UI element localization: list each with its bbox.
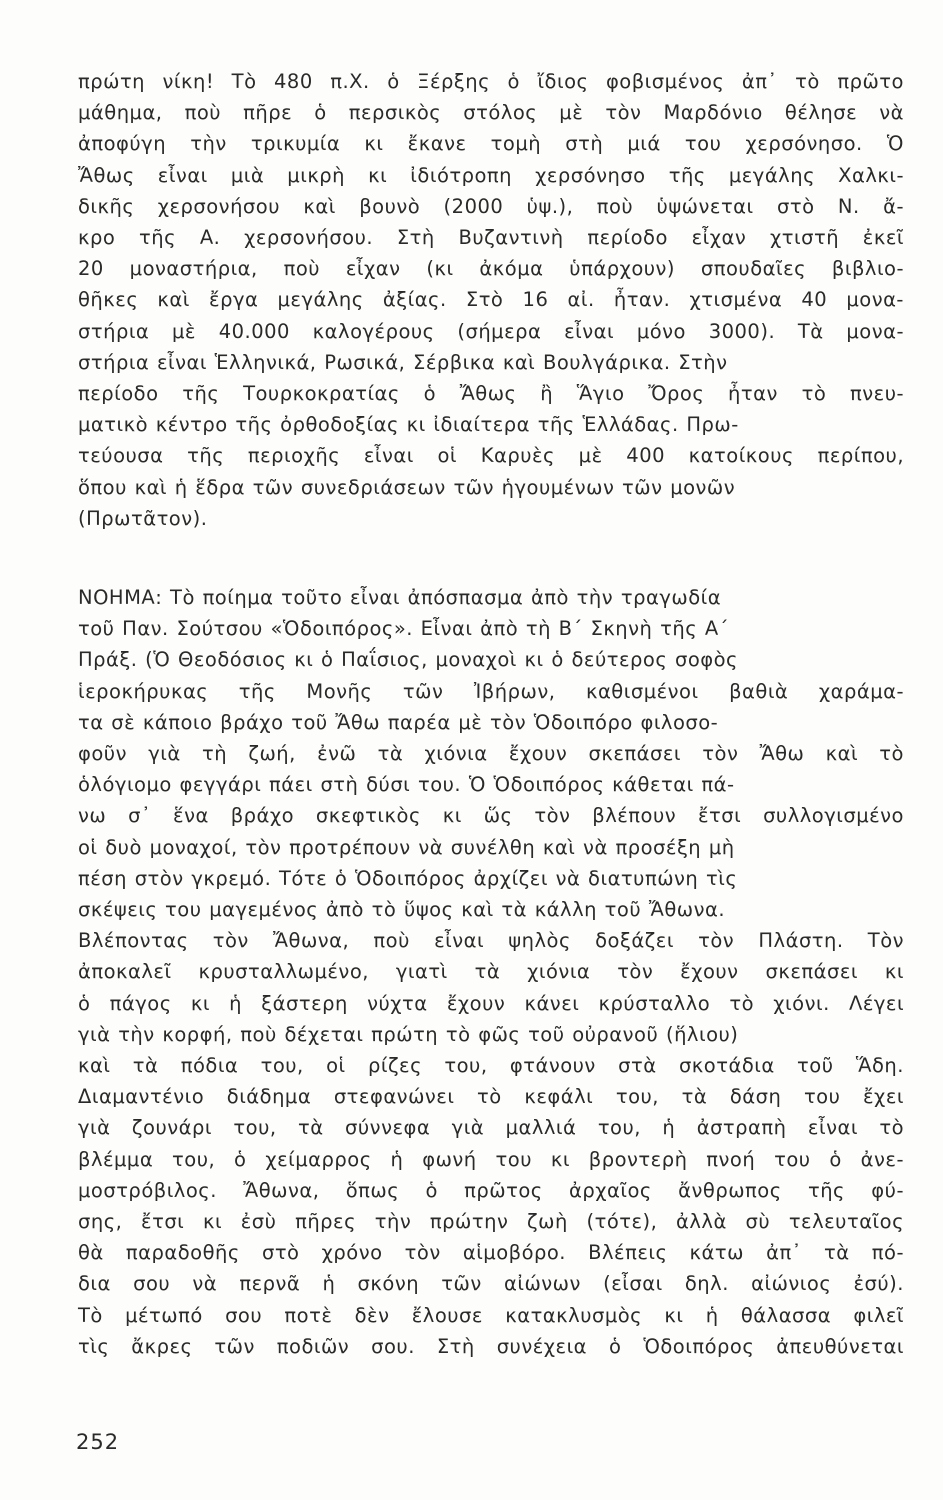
text-line: ἀποκαλεῖ κρυσταλλωμένο, γιατὶ τὰ χιόνια τὸν ἔχουν σκεπάσει κι xyxy=(78,960,904,984)
page-number: 252 xyxy=(76,1430,120,1454)
text-line: σης, ἔτσι κι ἐσὺ πῆρες τὴν πρώτην ζωὴ (τότε), ἀλλὰ σὺ τελευταῖος xyxy=(78,1210,905,1234)
text-line: γιὰ ζουνάρι του, τὰ σύννεφα γιὰ μαλλιά του, ἡ ἀστραπὴ εἶναι τὸ xyxy=(78,1116,905,1140)
paragraph-mount-athos xyxy=(78,66,908,534)
text-line: ἱεροκήρυκας τῆς Μονῆς τῶν Ἰβήρων, καθισμένοι βαθιὰ χαράμα- xyxy=(78,679,904,703)
text-line: σκέψεις του μαγεμένος ἀπὸ τὸ ὕψος καὶ τὰ κάλλη τοῦ Ἄθωνα. xyxy=(78,898,726,922)
text-line: ΝΟΗΜΑ: Τὸ ποίημα τοῦτο εἶναι ἀπόσπασμα ἀπὸ τὴν τραγωδία xyxy=(78,586,722,609)
text-line: ὅπου καὶ ἡ ἕδρα τῶν συνεδριάσεων τῶν ἡγουμένων τῶν μονῶν xyxy=(78,475,736,499)
text-line: 20 μοναστήρια, ποὺ εἶχαν (κι ἀκόμα ὑπάρχουν) σπουδαῖες βιβλιο- xyxy=(78,257,905,281)
text-line: ὁλόγιομο φεγγάρι πάει στὴ δύσι του. Ὁ Ὁδοιπόρος κάθεται πά- xyxy=(78,773,735,797)
text-line: ἀποφύγη τὴν τρικυμία κι ἔκανε τομὴ στὴ μιά του χερσόνησο. Ὁ xyxy=(78,132,904,156)
text-line: τεύουσα τῆς περιοχῆς εἶναι οἱ Καρυὲς μὲ 400 κατοίκους περίπου, xyxy=(78,444,905,468)
text-line: μάθημα, ποὺ πῆρε ὁ περσικὸς στόλος μὲ τὸν Μαρδόνιο θέλησε νὰ xyxy=(78,101,904,125)
text-line: δικῆς χερσονήσου καὶ βουνὸ (2000 ὑψ.), ποὺ ὑψώνεται στὸ Ν. ἄ- xyxy=(78,194,904,218)
text-line: φοῦν γιὰ τὴ ζωή, ἐνῶ τὰ χιόνια ἔχουν σκεπάσει τὸν Ἄθω καὶ τὸ xyxy=(78,742,904,766)
text-line: γιὰ τὴν κορφή, ποὺ δέχεται πρώτη τὸ φῶς τοῦ οὐρανοῦ (ἥλιου) xyxy=(78,1022,739,1046)
text-line: πρώτη νίκη! Τὸ 480 π.Χ. ὁ Ξέρξης ὁ ἴδιος φοβισμένος ἀπ᾽ τὸ πρῶτο xyxy=(78,70,904,93)
text-line: βλέμμα του, ὁ χείμαρρος ἡ φωνή του κι βροντερὴ πνοή του ὁ ἀνε- xyxy=(78,1147,905,1171)
text-line: τοῦ Παν. Σούτσου «Ὁδοιπόρος». Εἶναι ἀπὸ τὴ Β΄ Σκηνὴ τῆς Α΄ xyxy=(78,617,729,641)
text-line: πέση στὸν γκρεμό. Τότε ὁ Ὁδοιπόρος ἀρχίζει νὰ διατυπώνη τὶς xyxy=(78,866,738,890)
text-line: δια σου νὰ περνᾶ ἡ σκόνη τῶν αἰώνων (εἶσαι δηλ. αἰώνιος ἐσύ). xyxy=(78,1272,904,1296)
text-line: νω σ᾽ ἕνα βράχο σκεφτικὸς κι ὥς τὸν βλέπουν ἔτσι συλλογισμένο xyxy=(78,804,904,828)
text-line: ματικὸ κέντρο τῆς ὀρθοδοξίας κι ἰδιαίτερα τῆς Ἑλλάδας. Πρω- xyxy=(78,413,739,437)
text-line: Τὸ μέτωπό σου ποτὲ δὲν ἔλουσε κατακλυσμὸς κι ἡ θάλασσα φιλεῖ xyxy=(78,1303,905,1327)
text-line: (Πρωτᾶτον). xyxy=(78,506,208,530)
text-line: στήρια μὲ 40.000 καλογέρους (σήμερα εἶναι μόνο 3000). Τὰ μονα- xyxy=(78,319,905,343)
text-line: κρο τῆς Α. χερσονήσου. Στὴ Βυζαντινὴ περίοδο εἶχαν χτιστῆ ἐκεῖ xyxy=(78,226,904,250)
text-line: οἱ δυὸ μοναχοί, τὸν προτρέπουν νὰ συνέλθη καὶ νὰ προσέξη μὴ xyxy=(78,835,735,859)
text-line: Ἄθως εἶναι μιὰ μικρὴ κι ἰδιότροπη χερσόνησο τῆς μεγάλης Χαλκι- xyxy=(78,163,904,187)
text-line: μοστρόβιλος. Ἄθωνα, ὅπως ὁ πρῶτος ἀρχαῖος ἄνθρωπος τῆς φύ- xyxy=(78,1178,904,1202)
text-line: θῆκες καὶ ἔργα μεγάλης ἀξίας. Στὸ 16 αἰ. ἦταν. χτισμένα 40 μονα- xyxy=(78,288,904,312)
text-line: θὰ παραδοθῆς στὸ χρόνο τὸν αἱμοβόρο. Βλέπεις κάτω ἀπ᾽ τὰ πό- xyxy=(78,1241,904,1265)
text-line: τα σὲ κάποιο βράχο τοῦ Ἄθω παρέα μὲ τὸν Ὁδοιπόρο φιλοσο- xyxy=(78,710,719,734)
paragraph-noima xyxy=(78,582,908,1362)
text-line: στήρια εἶναι Ἑλληνικά, Ρωσικά, Σέρβικα καὶ Βουλγάρικα. Στὴν xyxy=(78,350,728,374)
text-line: καὶ τὰ πόδια του, οἱ ρίζες του, φτάνουν στὰ σκοτάδια τοῦ Ἅδη. xyxy=(78,1054,904,1078)
text-line: Πράξ. (Ὁ Θεοδόσιος κι ὁ Παΐσιος, μοναχοὶ κι ὁ δεύτερος σοφὸς xyxy=(78,648,738,672)
text-line: Βλέποντας τὸν Ἄθωνα, ποὺ εἶναι ψηλὸς δοξάζει τὸν Πλάστη. Τὸν xyxy=(78,929,905,953)
text-line: ὁ πάγος κι ἡ ξάστερη νύχτα ἔχουν κάνει κρύσταλλο τὸ χιόνι. Λέγει xyxy=(78,991,905,1015)
text-line: περίοδο τῆς Τουρκοκρατίας ὁ Ἄθως ἢ Ἅγιο Ὄρος ἦταν τὸ πνευ- xyxy=(78,382,905,406)
text-line: Διαμαντένιο διάδημα στεφανώνει τὸ κεφάλι του, τὰ δάση του ἔχει xyxy=(78,1085,904,1109)
text-line: τὶς ἄκρες τῶν ποδιῶν σου. Στὴ συνέχεια ὁ Ὁδοιπόρος ἀπευθύνεται xyxy=(78,1334,904,1358)
